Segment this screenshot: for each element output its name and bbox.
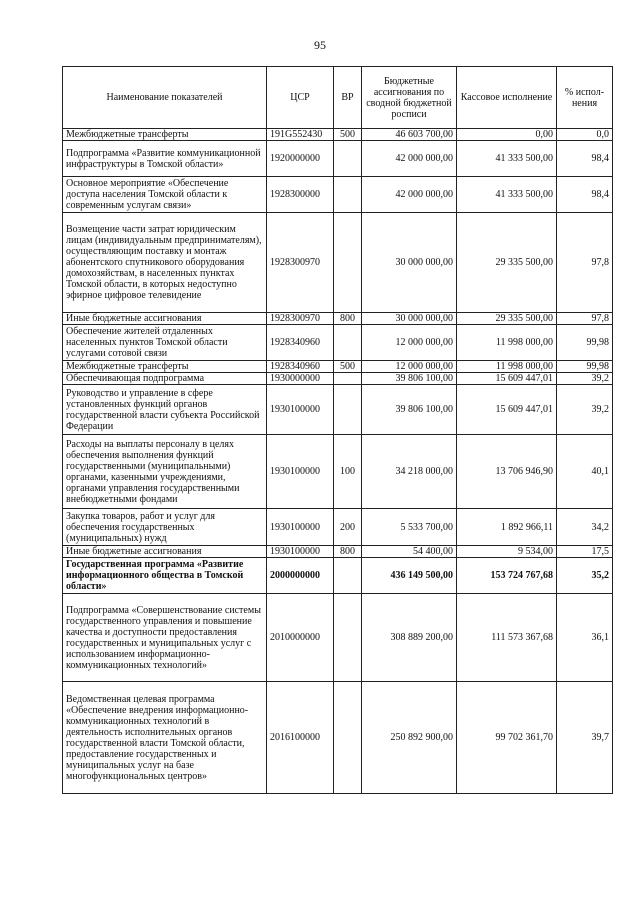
row-cash: 0,00 <box>457 129 557 141</box>
row-budget: 250 892 900,00 <box>362 682 457 794</box>
row-name: Подпрограмма «Развитие коммуникационной инфраструктуры в Томской области» <box>63 141 267 177</box>
row-name: Расходы на выплаты персоналу в целях обеспечения выполнения функций государственными (муниципальными) органами, казенными учреждениями, органами управления государственными внебюджетными фондами <box>63 435 267 509</box>
page-number: 95 <box>314 38 326 52</box>
row-vr: 100 <box>334 435 362 509</box>
row-vr: 500 <box>334 129 362 141</box>
row-vr: 200 <box>334 509 362 546</box>
row-cash: 29 335 500,00 <box>457 313 557 325</box>
row-csr: 1930100000 <box>267 509 334 546</box>
row-csr: 1928300970 <box>267 213 334 313</box>
row-vr <box>334 373 362 385</box>
table-row <box>63 682 613 794</box>
row-budget: 5 533 700,00 <box>362 509 457 546</box>
row-csr: 1928300000 <box>267 177 334 213</box>
row-csr: 2016100000 <box>267 682 334 794</box>
table-header-row <box>63 67 613 129</box>
row-budget: 42 000 000,00 <box>362 177 457 213</box>
table-row <box>63 313 613 325</box>
table-row <box>63 594 613 682</box>
row-vr <box>334 682 362 794</box>
row-cash: 1 892 966,11 <box>457 509 557 546</box>
row-vr <box>334 213 362 313</box>
row-csr: 1928300970 <box>267 313 334 325</box>
table-row <box>63 546 613 558</box>
row-percent: 97,8 <box>557 213 613 313</box>
row-csr: 1928340960 <box>267 325 334 361</box>
row-vr: 500 <box>334 361 362 373</box>
row-percent: 36,1 <box>557 594 613 682</box>
row-cash: 29 335 500,00 <box>457 213 557 313</box>
row-percent: 40,1 <box>557 435 613 509</box>
row-name: Подпрограмма «Совершенствование системы государственного управления и повышение качества и доступности предоставления государственных и муниципальных услуг с использованием информационно-коммуникационных технологий» <box>63 594 267 682</box>
table-row <box>63 373 613 385</box>
row-percent: 98,4 <box>557 141 613 177</box>
row-name: Основное мероприятие «Обеспечение доступа населения Томской области к современным услугам связи» <box>63 177 267 213</box>
row-vr <box>334 385 362 435</box>
row-cash: 41 333 500,00 <box>457 141 557 177</box>
row-percent: 39,2 <box>557 385 613 435</box>
table-row <box>63 177 613 213</box>
row-percent: 34,2 <box>557 509 613 546</box>
row-cash: 9 534,00 <box>457 546 557 558</box>
row-budget: 39 806 100,00 <box>362 385 457 435</box>
row-budget: 308 889 200,00 <box>362 594 457 682</box>
row-csr: 1930000000 <box>267 373 334 385</box>
header-budget: Бюджетные ассигнования по сводной бюджетной росписи <box>362 67 457 129</box>
row-name: Ведомственная целевая программа «Обеспечение внедрения информационно-коммуникационных технологий в деятельность исполнительных органов государственной власти Томской области, предоставление государственных и муниципальных услуг на базе многофункциональных центров» <box>63 682 267 794</box>
row-csr: 2000000000 <box>267 558 334 594</box>
header-name: Наименование показателей <box>63 67 267 129</box>
row-name: Иные бюджетные ассигнования <box>63 313 267 325</box>
row-percent: 35,2 <box>557 558 613 594</box>
row-budget: 39 806 100,00 <box>362 373 457 385</box>
row-budget: 30 000 000,00 <box>362 213 457 313</box>
row-name: Руководство и управление в сфере установленных функций органов государственной власти субъекта Российской Федерации <box>63 385 267 435</box>
row-cash: 15 609 447,01 <box>457 385 557 435</box>
row-budget: 12 000 000,00 <box>362 325 457 361</box>
row-csr: 1920000000 <box>267 141 334 177</box>
row-cash: 111 573 367,68 <box>457 594 557 682</box>
row-name: Закупка товаров, работ и услуг для обеспечения государственных (муниципальных) нужд <box>63 509 267 546</box>
row-percent: 98,4 <box>557 177 613 213</box>
table-row <box>63 509 613 546</box>
table-row <box>63 325 613 361</box>
row-vr <box>334 141 362 177</box>
row-vr: 800 <box>334 546 362 558</box>
row-csr: 1930100000 <box>267 435 334 509</box>
table-row <box>63 361 613 373</box>
row-budget: 54 400,00 <box>362 546 457 558</box>
row-percent: 17,5 <box>557 546 613 558</box>
table-row <box>63 129 613 141</box>
row-vr <box>334 177 362 213</box>
row-budget: 46 603 700,00 <box>362 129 457 141</box>
header-percent: % испол- нения <box>557 67 613 129</box>
header-vr: ВР <box>334 67 362 129</box>
row-name: Иные бюджетные ассигнования <box>63 546 267 558</box>
table-row <box>63 141 613 177</box>
table-row <box>63 385 613 435</box>
row-csr: 1930100000 <box>267 546 334 558</box>
row-cash: 11 998 000,00 <box>457 361 557 373</box>
header-cash: Кассовое исполнение <box>457 67 557 129</box>
row-vr <box>334 594 362 682</box>
row-csr: 2010000000 <box>267 594 334 682</box>
row-csr: 1930100000 <box>267 385 334 435</box>
row-percent: 39,7 <box>557 682 613 794</box>
row-name: Государственная программа «Развитие информационного общества в Томской области» <box>63 558 267 594</box>
row-percent: 0,0 <box>557 129 613 141</box>
row-budget: 34 218 000,00 <box>362 435 457 509</box>
row-name: Обеспечение жителей отдаленных населенных пунктов Томской области услугами сотовой связи <box>63 325 267 361</box>
row-csr: 1928340960 <box>267 361 334 373</box>
row-budget: 12 000 000,00 <box>362 361 457 373</box>
row-budget: 436 149 500,00 <box>362 558 457 594</box>
row-budget: 42 000 000,00 <box>362 141 457 177</box>
row-csr: 191G552430 <box>267 129 334 141</box>
budget-table <box>62 66 613 794</box>
row-vr: 800 <box>334 313 362 325</box>
row-budget: 30 000 000,00 <box>362 313 457 325</box>
row-cash: 99 702 361,70 <box>457 682 557 794</box>
row-cash: 11 998 000,00 <box>457 325 557 361</box>
header-csr: ЦСР <box>267 67 334 129</box>
row-percent: 99,98 <box>557 361 613 373</box>
row-percent: 97,8 <box>557 313 613 325</box>
row-name: Межбюджетные трансферты <box>63 129 267 141</box>
row-cash: 13 706 946,90 <box>457 435 557 509</box>
row-vr <box>334 558 362 594</box>
table-row <box>63 213 613 313</box>
row-name: Обеспечивающая подпрограмма <box>63 373 267 385</box>
row-cash: 153 724 767,68 <box>457 558 557 594</box>
row-percent: 39,2 <box>557 373 613 385</box>
table-row <box>63 558 613 594</box>
row-cash: 41 333 500,00 <box>457 177 557 213</box>
row-percent: 99,98 <box>557 325 613 361</box>
row-name: Межбюджетные трансферты <box>63 361 267 373</box>
row-cash: 15 609 447,01 <box>457 373 557 385</box>
table-row <box>63 435 613 509</box>
row-vr <box>334 325 362 361</box>
row-name: Возмещение части затрат юридическим лицам (индивидуальным предпринимателям), осуществляющим поставку и монтаж абонентского спутникового оборудования домохозяйствам, в населенных пунктах Томской области, в которых недоступно эфирное цифровое телевидение <box>63 213 267 313</box>
